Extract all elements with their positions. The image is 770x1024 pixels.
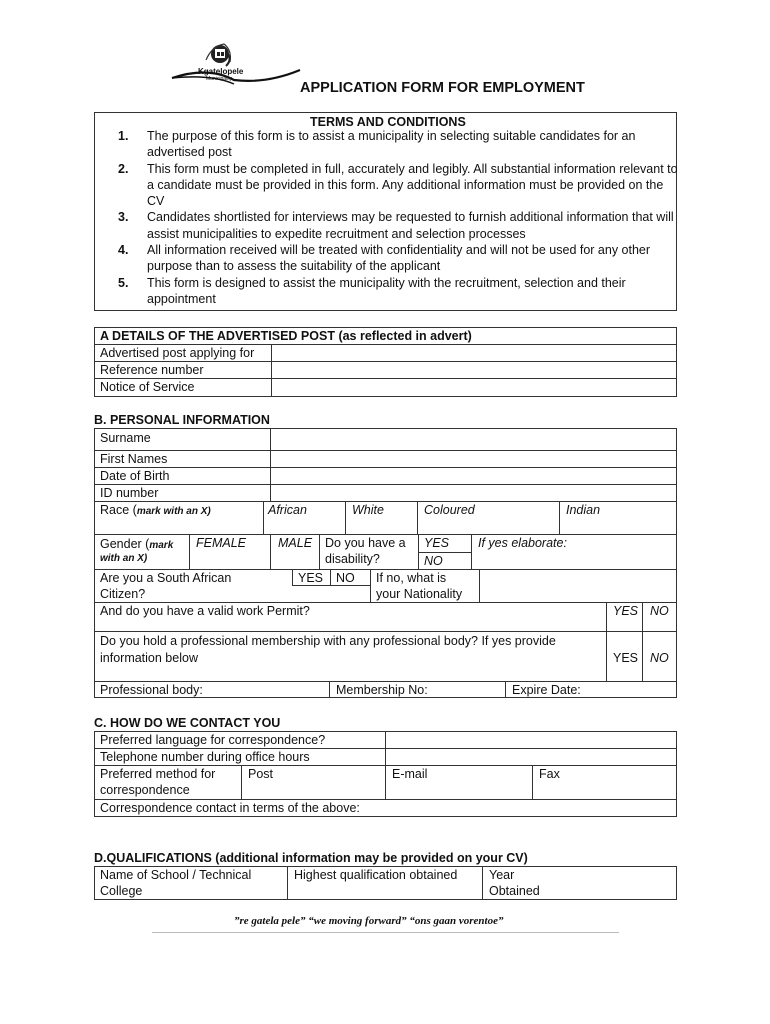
col-divider <box>642 602 643 681</box>
method-post-option[interactable]: Post <box>248 767 274 781</box>
col-divider <box>606 602 607 681</box>
col-divider <box>385 731 386 799</box>
citizen-yes-option[interactable]: YES <box>298 571 324 585</box>
correspondence-contact-label: Correspondence contact in terms of the above: <box>100 801 360 815</box>
nationality-question-2: your Nationality <box>376 587 463 601</box>
first-names-input[interactable] <box>272 451 676 466</box>
col-divider <box>270 534 271 569</box>
work-permit-yes-option[interactable]: YES <box>613 604 639 618</box>
col-divider <box>559 501 560 534</box>
gender-male-option[interactable]: MALE <box>278 536 313 550</box>
terms-item-text: All information received will be treated with confidentiality and will not be used for any other purpose than to assess the suitability of the applicant <box>147 243 651 274</box>
race-option-african[interactable]: African <box>268 503 307 517</box>
col-divider <box>482 866 483 900</box>
membership-no-label: Membership No: <box>336 683 428 697</box>
method-label-1: Preferred method for <box>100 767 216 781</box>
method-email-option[interactable]: E-mail <box>392 767 428 781</box>
dob-label: Date of Birth <box>100 469 170 483</box>
row-divider <box>94 631 677 632</box>
telephone-input[interactable] <box>387 749 676 764</box>
section-d-heading: D.QUALIFICATIONS (additional information may be provided on your CV) <box>94 851 528 865</box>
footer-motto: ”re gatela pele” “we moving forward” “ons gaan vorentoe” <box>234 915 504 927</box>
disability-no-option[interactable]: NO <box>424 554 443 568</box>
disability-question-2: disability? <box>325 552 380 566</box>
dob-input[interactable] <box>272 468 676 483</box>
race-option-indian[interactable]: Indian <box>566 503 601 517</box>
professional-body-label: Professional body: <box>100 683 203 697</box>
terms-item-text: The purpose of this form is to assist a municipality in selecting suitable candidates for an advertised post <box>147 129 636 160</box>
terms-item <box>118 128 678 161</box>
page-title: APPLICATION FORM FOR EMPLOYMENT <box>300 80 585 96</box>
race-option-coloured[interactable]: Coloured <box>424 503 475 517</box>
terms-item <box>118 275 678 308</box>
col-divider <box>370 569 371 602</box>
section-a-heading: A DETAILS OF THE ADVERTISED POST (as reflected in advert) <box>100 329 472 343</box>
membership-no-option[interactable]: NO <box>650 651 669 665</box>
col-divider <box>189 534 190 569</box>
year-header-1: Year <box>489 868 515 882</box>
notice-of-service-label: Notice of Service <box>100 380 195 394</box>
terms-item-number: 3. <box>118 210 129 225</box>
logo-text: Kgatelopele <box>198 67 244 76</box>
section-a-col-divider <box>271 344 272 397</box>
method-label-2: correspondence <box>100 783 190 797</box>
gender-label-text: Gender ( <box>100 537 150 551</box>
section-b-heading: B. PERSONAL INFORMATION <box>94 413 270 427</box>
school-header-1: Name of School / Technical <box>100 868 252 882</box>
elaborate-label: If yes elaborate: <box>478 536 567 550</box>
gender-female-option[interactable]: FEMALE <box>196 536 247 550</box>
terms-item <box>118 242 678 275</box>
col-divider <box>330 569 331 585</box>
col-divider <box>241 765 242 799</box>
terms-item-number: 1. <box>118 129 129 143</box>
id-number-input[interactable] <box>272 485 676 500</box>
col-divider <box>263 501 264 534</box>
membership-question-1: Do you hold a professional membership with any professional body? If yes provide <box>100 634 556 648</box>
membership-yes-option[interactable]: YES <box>613 651 639 665</box>
surname-label: Surname <box>100 431 151 445</box>
year-header-2: Obtained <box>489 884 540 898</box>
surname-input[interactable] <box>272 429 676 449</box>
terms-item <box>118 209 678 242</box>
citizen-no-option[interactable]: NO <box>336 571 355 585</box>
highest-qualification-header: Highest qualification obtained <box>294 868 458 882</box>
race-hint: mark with an X) <box>136 506 211 517</box>
terms-item-number: 2. <box>118 161 129 176</box>
race-option-white[interactable]: White <box>352 503 384 517</box>
reference-number-input[interactable] <box>273 362 676 377</box>
gender-hint: mark <box>149 540 174 551</box>
race-label-text: Race ( <box>100 503 137 517</box>
terms-item-number: 4. <box>118 243 129 258</box>
telephone-label: Telephone number during office hours <box>100 750 310 764</box>
expire-date-label: Expire Date: <box>512 683 581 697</box>
disability-question-1: Do you have a <box>325 536 406 550</box>
language-input[interactable] <box>387 732 676 747</box>
advertised-post-input[interactable] <box>273 345 676 360</box>
col-divider <box>532 765 533 799</box>
col-divider <box>319 534 320 569</box>
terms-item-text: This form is designed to assist the municipality with the recruitment, selection and their appointment <box>147 275 626 306</box>
first-names-label: First Names <box>100 452 168 466</box>
col-divider <box>479 569 480 602</box>
col-divider <box>505 681 506 698</box>
col-divider <box>471 534 472 569</box>
language-label: Preferred language for correspondence? <box>100 733 326 747</box>
sa-citizen-question-2: Citizen? <box>100 587 146 601</box>
sa-citizen-question-1: Are you a South African <box>100 571 232 585</box>
col-divider <box>270 428 271 501</box>
terms-item-number: 5. <box>118 275 129 290</box>
terms-item-text: Candidates shortlisted for interviews may be requested to furnish additional information that will assist municipalities to expedite recruitment and selection processes <box>147 210 674 241</box>
col-divider <box>292 569 293 585</box>
method-fax-option[interactable]: Fax <box>539 767 560 781</box>
terms-heading: TERMS AND CONDITIONS <box>310 115 466 129</box>
nationality-question-1: If no, what is <box>376 571 447 585</box>
col-divider <box>329 681 330 698</box>
id-number-label: ID number <box>100 486 159 500</box>
terms-list <box>118 128 678 307</box>
membership-question-2: information below <box>100 651 198 665</box>
work-permit-question: And do you have a valid work Permit? <box>100 604 310 618</box>
terms-item-text: This form must be completed in full, accurately and legibly. All substantial information relevant to a candidate must be provided in this form. Any additional information must be provided on the CV <box>147 161 678 209</box>
footer-rule <box>152 932 619 933</box>
notice-of-service-input[interactable] <box>273 379 676 396</box>
race-label <box>100 502 211 520</box>
disability-yes-option[interactable]: YES <box>424 536 450 550</box>
logo-subtext: Municipality <box>206 76 233 82</box>
col-divider <box>287 866 288 900</box>
work-permit-no-option[interactable]: NO <box>650 604 669 618</box>
school-header-2: College <box>100 884 143 898</box>
terms-item <box>118 161 678 210</box>
gender-hint-2: with an X) <box>100 553 148 564</box>
col-divider <box>417 501 418 534</box>
advertised-post-label: Advertised post applying for <box>100 346 255 360</box>
reference-number-label: Reference number <box>100 363 204 377</box>
section-c-heading: C. HOW DO WE CONTACT YOU <box>94 716 281 730</box>
col-divider <box>345 501 346 534</box>
